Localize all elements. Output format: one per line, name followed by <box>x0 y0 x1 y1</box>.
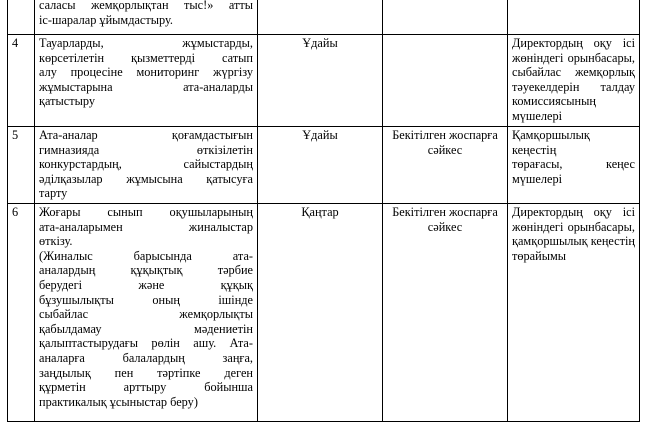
table-row <box>8 127 640 204</box>
activity-line: конкурстардың, сайыстардың <box>39 157 253 172</box>
period-cell: Ұдайы <box>258 35 383 127</box>
table-row <box>8 203 640 421</box>
activity-line: іс-шаралар ұйымдастыру. <box>39 12 173 27</box>
activity-line: қатыстыру <box>39 94 95 109</box>
row-number: 4 <box>8 35 35 127</box>
responsible-line: қамқоршылық кеңестің <box>512 234 635 249</box>
period-cell <box>258 0 383 35</box>
activity-line: ата-аналарымен жиналыстар <box>39 219 253 234</box>
activity-cell <box>35 203 258 421</box>
responsible-line: Директордың оқу ісі <box>512 36 635 50</box>
responsible-line: төрағасы, кеңес <box>512 157 635 172</box>
activity-line: қабылдамау мәдениетін <box>39 321 253 336</box>
activity-cell <box>35 0 258 35</box>
responsible-line: сыбайлас жемқорлық <box>512 65 635 80</box>
activity-line: заңдылық пен тәртіпке деген <box>39 365 253 380</box>
responsible-line: тәуекелдерін талдау <box>512 79 635 94</box>
activity-line: бұзушылықты оның ішінде <box>39 292 253 307</box>
activity-line: өткізу. <box>39 234 73 249</box>
form-cell: Бекітілген жоспарға сәйкес <box>383 203 508 421</box>
activity-line: Жоғары сынып оқушыларының <box>39 204 253 219</box>
row-number: 6 <box>8 203 35 421</box>
responsible-line: мүшелері <box>512 108 563 123</box>
plan-table <box>7 0 640 422</box>
activity-line: саласы жемқорлықтан тыс!» атты <box>39 0 253 12</box>
activity-line: тарту <box>39 186 68 201</box>
period-cell: Ұдайы <box>258 127 383 204</box>
activity-line: практикалық ұсыныстар беру) <box>39 394 198 409</box>
table-row <box>8 35 640 127</box>
activity-line: берудегі және құқық <box>39 277 253 292</box>
row-number: 5 <box>8 127 35 204</box>
activity-line: гимназияда өткізілетін <box>39 142 253 157</box>
responsible-cell <box>508 127 640 204</box>
activity-line: (Жиналыс барысында ата- <box>39 248 253 263</box>
responsible-line: комиссиясының <box>512 94 596 109</box>
activity-line: сыбайлас жемқорлықты <box>39 307 253 322</box>
activity-line: Ата-аналар қоғамдастығын <box>39 128 253 142</box>
responsible-cell <box>508 0 640 35</box>
activity-line: әділқазылар жұмысына қатысуға <box>39 171 253 186</box>
activity-line: жұмыстарына ата-аналарды <box>39 79 253 94</box>
activity-line: көрсетілетін қызметтерді сатып <box>39 50 253 65</box>
form-cell <box>383 0 508 35</box>
responsible-line: төрайымы <box>512 248 567 263</box>
responsible-line: мүшелері <box>512 171 563 186</box>
period-cell: Қаңтар <box>258 203 383 421</box>
activity-line: аналарға балалардың заңға, <box>39 350 253 365</box>
activity-line: құрметін арттыру бойынша <box>39 380 253 395</box>
responsible-line: жөніндегі орынбасары, <box>512 219 635 234</box>
form-cell: Бекітілген жоспарға сәйкес <box>383 127 508 204</box>
row-number <box>8 0 35 35</box>
responsible-cell <box>508 203 640 421</box>
responsible-cell <box>508 35 640 127</box>
activity-line: алу процесіне мониторинг жүргізу <box>39 65 253 80</box>
responsible-line: Қамқоршылық кеңестің <box>512 128 590 157</box>
activity-line: қалыптастырудағы рөлін ашу. Ата- <box>39 336 253 351</box>
activity-line: Тауарларды, жұмыстарды, <box>39 36 253 50</box>
responsible-line: жөніндегі орынбасары, <box>512 50 635 65</box>
activity-line: аналардың құқықтық тәрбие <box>39 263 253 278</box>
table-row <box>8 0 640 35</box>
form-cell <box>383 35 508 127</box>
responsible-line: Директордың оқу ісі <box>512 204 635 219</box>
activity-cell <box>35 35 258 127</box>
activity-cell <box>35 127 258 204</box>
